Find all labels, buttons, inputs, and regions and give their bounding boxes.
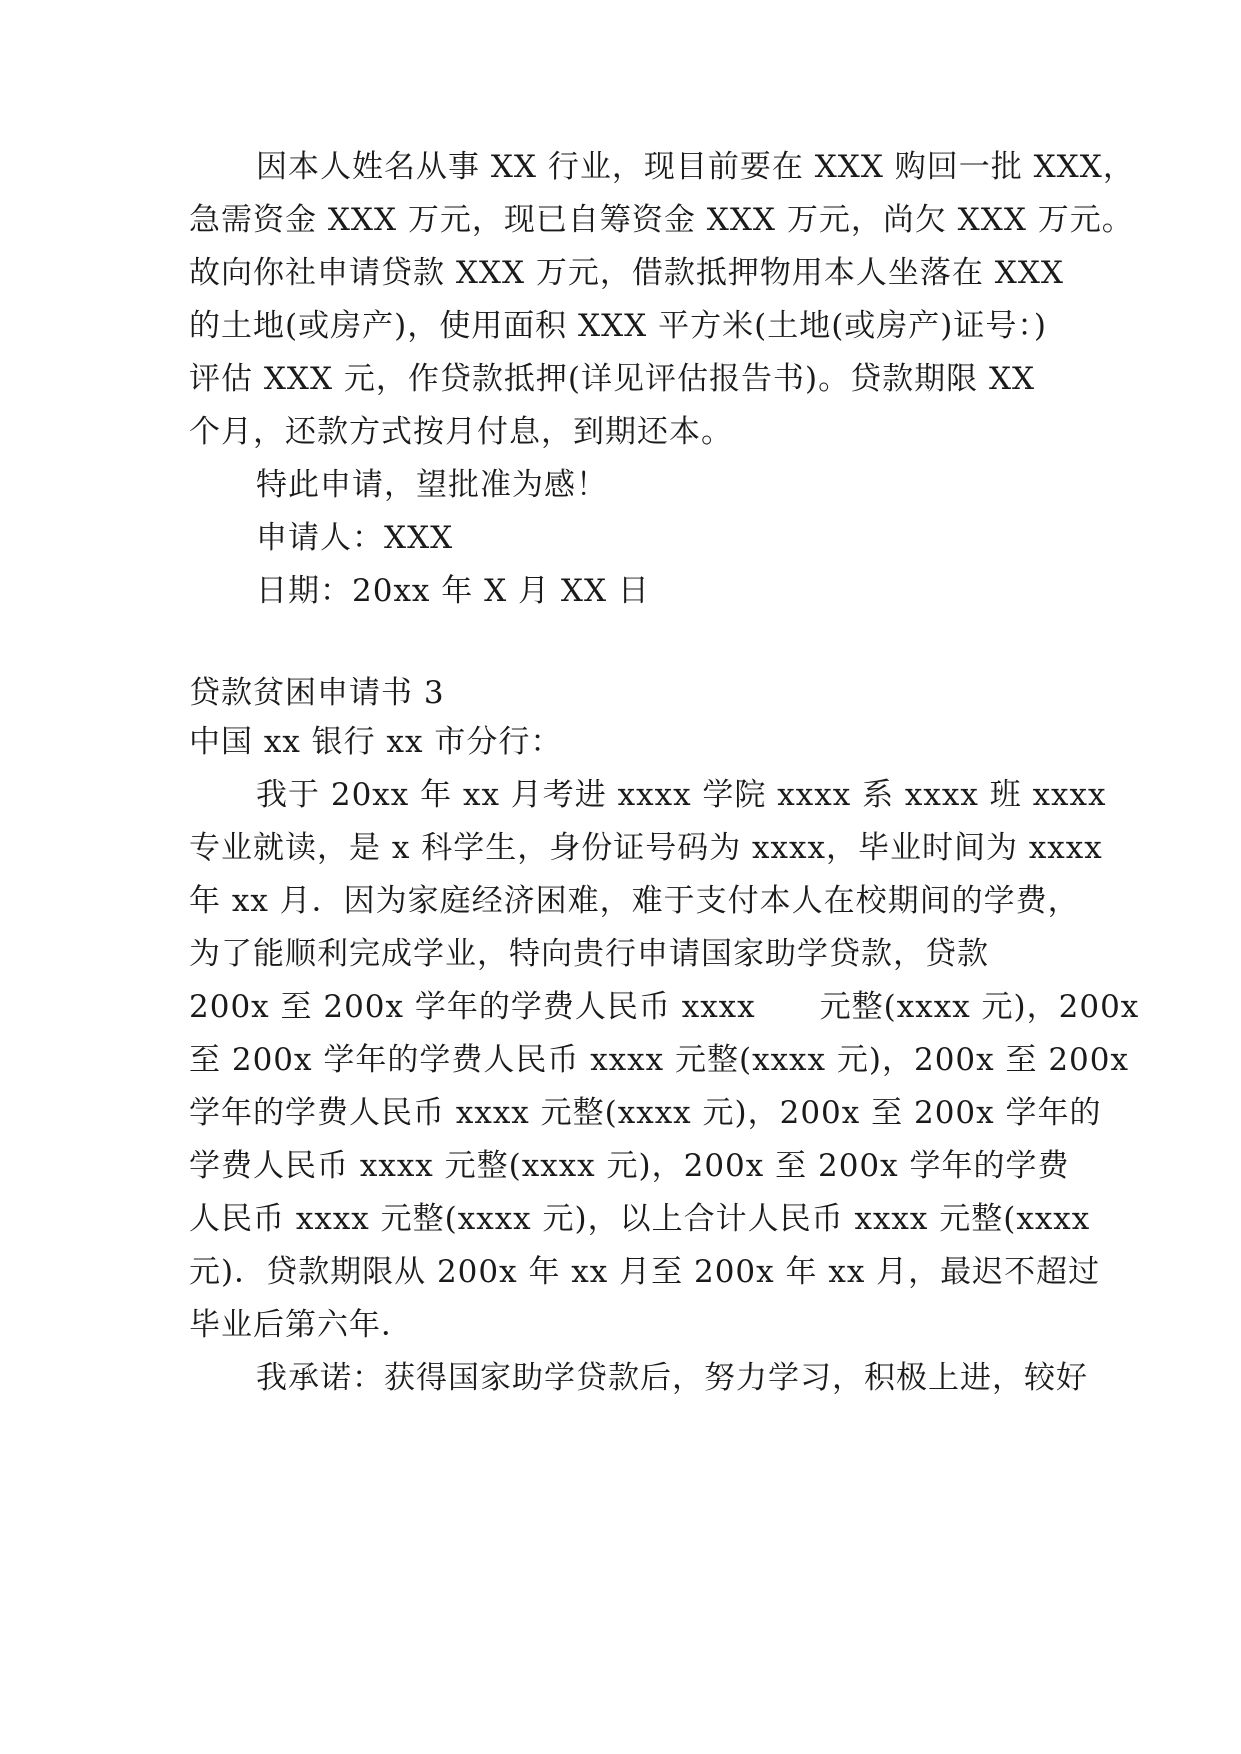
paragraph-line: 急需资金 XXX 万元，现已自筹资金 XXX 万元，尚欠 XXX 万元。 [189, 202, 1134, 238]
applicant-line: 申请人：XXX [256, 520, 454, 556]
salutation: 中国 xx 银行 xx 市分行： [189, 724, 563, 760]
paragraph-line: 评估 XXX 元，作贷款抵押(详见评估报告书)。贷款期限 XX [189, 361, 1036, 397]
section-title: 贷款贫困申请书 3 [189, 675, 445, 711]
closing-line: 特此申请，望批准为感！ [256, 467, 608, 503]
paragraph-line: 我于 20xx 年 xx 月考进 xxxx 学院 xxxx 系 xxxx 班 xxxx [256, 777, 1107, 813]
paragraph-line: 人民币 xxxx 元整(xxxx 元)，以上合计人民币 xxxx 元整(xxxx [189, 1201, 1091, 1237]
paragraph-line: 学年的学费人民币 xxxx 元整(xxxx 元)，200x 至 200x 学年的 [189, 1095, 1102, 1131]
promise-line: 我承诺：获得国家助学贷款后，努力学习，积极上进，较好 [256, 1360, 1088, 1396]
paragraph-line: 元)．贷款期限从 200x 年 xx 月至 200x 年 xx 月，最迟不超过 [189, 1254, 1101, 1290]
paragraph-line: 200x 至 200x 学年的学费人民币 xxxx 元整(xxxx 元)，200x [189, 989, 1140, 1025]
paragraph-line: 因本人姓名从事 XX 行业，现目前要在 XXX 购回一批 XXX， [256, 149, 1135, 185]
paragraph-line: 个月，还款方式按月付息，到期还本。 [189, 414, 733, 450]
paragraph-line: 年 xx 月．因为家庭经济困难，难于支付本人在校期间的学费， [189, 883, 1080, 919]
paragraph-line: 专业就读，是 x 科学生，身份证号码为 xxxx，毕业时间为 xxxx [189, 830, 1103, 866]
paragraph-line: 学费人民币 xxxx 元整(xxxx 元)，200x 至 200x 学年的学费 [189, 1148, 1070, 1184]
paragraph-line: 为了能顺利完成学业，特向贵行申请国家助学贷款，贷款 [189, 936, 989, 972]
date-line: 日期：20xx 年 X 月 XX 日 [256, 573, 650, 609]
paragraph-line: 的土地(或房产)，使用面积 XXX 平方米(土地(或房产)证号：) [189, 308, 1047, 344]
paragraph-line: 故向你社申请贷款 XXX 万元，借款抵押物用本人坐落在 XXX [189, 255, 1064, 291]
paragraph-line: 毕业后第六年． [189, 1307, 413, 1343]
paragraph-line: 至 200x 学年的学费人民币 xxxx 元整(xxxx 元)，200x 至 200x [189, 1042, 1129, 1078]
